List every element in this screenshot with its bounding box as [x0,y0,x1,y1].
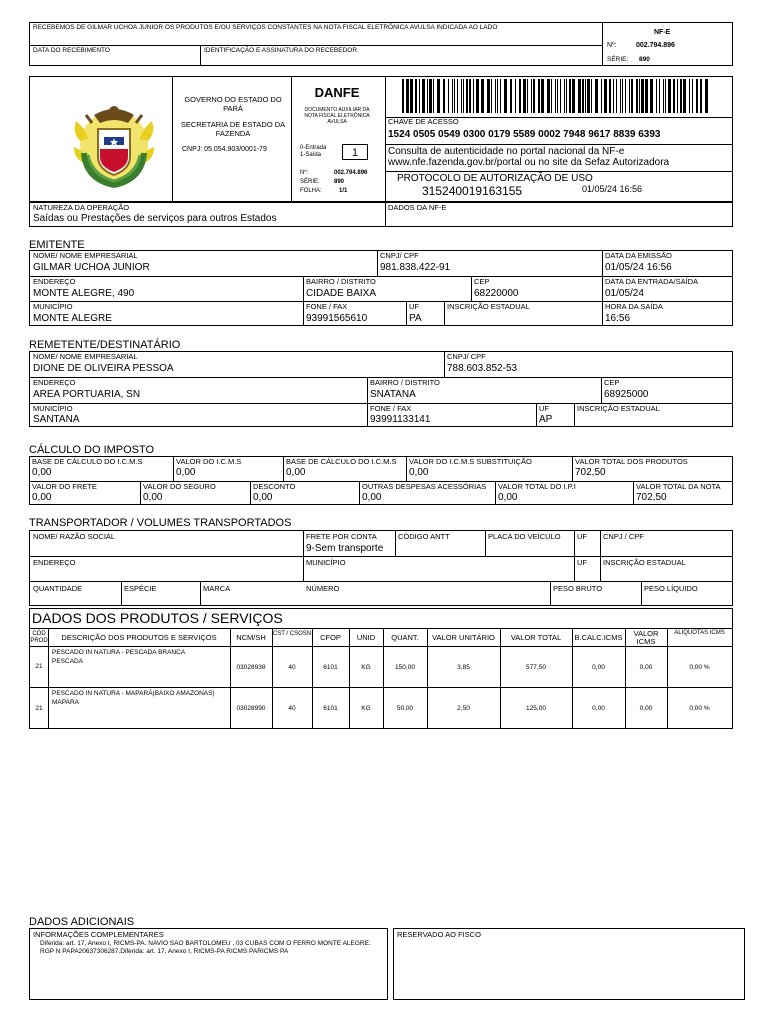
emit-endereco: MONTE ALEGRE, 490 [33,288,135,299]
dest-bairro-label: BAIRRO / DISTRITO [370,378,440,387]
row2-desc2: MAPARA [52,699,79,706]
info-label: INFORMAÇÕES COMPLEMENTARES [33,930,164,939]
consulta-text: Consulta de autenticidade no portal nacional da NF-e www.nfe.fazenda.gov.br/portal ou no site da Sefaz Autorizadora [388,146,670,168]
transp-uf2-label: UF [577,558,587,567]
imposto-title: CÁLCULO DO IMPOSTO [29,444,155,456]
natureza-value: Saídas ou Prestações de serviços para outros Estados [33,213,277,224]
protocolo-label: PROTOCOLO DE AUTORIZAÇÃO DE USO [397,173,593,184]
col-ncm: NCM/SH [236,633,266,642]
row2-vunit: 2,50 [457,705,470,712]
especie-label: ESPÉCIE [124,584,157,593]
dest-bairro: SNATANA [370,389,416,400]
marca-label: MARCA [203,584,231,593]
saida-label: 1-Saída [300,152,322,158]
ipi: 0,00 [498,492,518,503]
transp-endereco-label: ENDEREÇO [33,558,76,567]
destinatario-title: REMETENTE/DESTINATÁRIO [29,339,181,351]
col-vunit: VALOR UNITÁRIO [432,633,495,642]
header-num-label: Nº: [300,170,309,176]
dest-cep-label: CEP [604,378,620,387]
transp-cnpj-label: CNPJ / CPF [603,532,644,541]
natureza-label: NATUREZA DA OPERAÇÃO [33,203,130,212]
row2-cod: 21 [35,705,43,712]
row1-vicms: 0,00 [639,664,653,671]
receipt-numero-label: Nº: [607,42,617,49]
outras-label: OUTRAS DESPESAS ACESSÓRIAS [362,482,487,491]
row2-aliq: 0,00 % [689,705,710,712]
emit-cnpj-label: CNPJ/ CPF [380,251,419,260]
col-quant: QUANT. [391,633,419,642]
data-recebimento-label: DATA DO RECEBIMENTO [33,47,110,54]
fisco-label: RESERVADO AO FISCO [397,930,481,939]
seguro: 0,00 [143,492,163,503]
transp-ie-label: INSCRIÇÃO ESTADUAL [603,558,686,567]
emit-uf: PA [409,313,422,324]
info-complementares-box [29,928,388,1000]
emit-uf-label: UF [409,302,419,311]
gov-secretaria: SECRETARIA DE ESTADO DA FAZENDA [180,120,286,138]
col-cod: CÓD PROD [30,631,48,644]
tipo-operacao-box [342,144,368,160]
barcode [400,79,710,113]
emit-hora: 16:56 [605,313,631,324]
v-icms-label: VALOR DO I.C.M.S [176,457,242,466]
emit-entrada: 01/05/24 [605,288,644,299]
desconto-label: DESCONTO [253,482,296,491]
dest-uf: AP [539,414,553,425]
frete-conta-label: FRETE POR CONTA [306,532,377,541]
produtos-title: DADOS DOS PRODUTOS / SERVIÇOS [32,610,283,626]
row1-vunit: 3,85 [457,664,470,671]
desconto: 0,00 [253,492,273,503]
nfe-label: NF-E [654,29,671,36]
v-st: 0,00 [409,467,429,478]
row2-desc1: PESCADO IN NATURA - MAPARÁ(BAIXO AMAZONAS) [52,690,215,697]
seguro-label: VALOR DO SEGURO [143,482,216,491]
outras: 0,00 [362,492,382,503]
row1-desc1: PESCADO IN NATURA - PESCADA BRANCA [52,649,186,656]
header-block [29,76,733,202]
header-serie-label: SÉRIE: [300,179,320,185]
row1-vtotal: 577,50 [526,664,546,671]
emit-nome: GILMAR UCHOA JUNIOR [33,262,150,273]
row2-unid: KG [361,705,371,712]
adicionais-title: DADOS ADICIONAIS [29,916,135,928]
emitente-block [29,250,733,326]
dados-nfe-label: DADOS DA NF-E [388,203,447,212]
col-cfop: CFOP [320,633,341,642]
row1-quant: 150,00 [395,664,415,671]
dest-municipio: SANTANA [33,414,80,425]
dest-cep: 68925000 [604,389,649,400]
col-unid: UNID [356,633,376,642]
emit-municipio-label: MUNICÍPIO [33,302,73,311]
v-st-label: VALOR DO I.C.M.S SUBSTITUIÇÃO [409,457,532,466]
dest-nome: DIONE DE OLIVEIRA PESSOA [33,363,174,374]
emit-emissao-label: DATA DA EMISSÃO [605,251,672,260]
row1-cst: 40 [288,664,296,671]
bc-icms: 0,00 [32,467,52,478]
gov-cnpj: CNPJ: 05.054.903/0001-79 [182,146,267,153]
header-num: 002.794.896 [334,170,368,176]
antt-label: CÓDIGO ANTT [398,532,450,541]
emit-cep: 68220000 [474,288,519,299]
info-line1: Diferida: art. 17, Anexo I, RICMS-PA. NAVIO SAO BARTOLOMEU , 03 CUBAS COM O FERRO MONTE ALEGRE. [40,940,371,947]
qtd-label: QUANTIDADE [33,584,83,593]
danfe-title: DANFE [314,85,360,100]
row2-bc: 0,00 [592,705,605,712]
emit-cep-label: CEP [474,277,490,286]
receipt-numero: 002.794.896 [636,42,675,49]
col-descricao: DESCRIÇÃO DOS PRODUTOS E SERVIÇOS [61,633,217,642]
emit-emissao: 01/05/24 16:56 [605,262,672,273]
row1-desc2: PESCADA [52,658,84,665]
row1-aliq: 0,00 % [689,664,710,671]
protocolo-numero: 315240019163155 [422,184,523,198]
col-vicms: VALOR ICMS [633,629,659,646]
produtos-block [29,608,733,729]
transportador-block [29,530,733,606]
v-prod: 702,50 [575,467,606,478]
peso-bruto-label: PESO BRUTO [553,584,603,593]
transp-municipio-label: MUNICÍPIO [306,558,346,567]
dest-endereco-label: ENDEREÇO [33,378,76,387]
row2-vicms: 0,00 [639,705,653,712]
col-aliq: ALÍQUOTAS ICMS [674,630,725,636]
emit-cnpj: 981.838.422-91 [380,262,451,273]
bc-st: 0,00 [286,467,306,478]
peso-liquido-label: PESO LÍQUIDO [644,584,698,593]
natureza-row [29,202,733,227]
receipt-serie: 890 [639,56,650,63]
emit-hora-label: HORA DA SAÍDA [605,302,663,311]
row2-quant: 50,00 [396,705,414,712]
header-folha-label: FOLHA: [300,188,322,194]
dest-cnpj: 788.603.852-53 [447,363,518,374]
dest-endereco: AREA PORTUARIA, SN [33,389,141,400]
imposto-block [29,456,733,505]
row2-vtotal: 125,00 [526,705,546,712]
row1-bc: 0,00 [592,664,605,671]
dest-uf-label: UF [539,404,549,413]
tipo-operacao: 1 [351,147,359,159]
identificacao-label: IDENTIFICAÇÃO E ASSINATURA DO RECEBEDOR [204,47,358,54]
emit-municipio: MONTE ALEGRE [33,313,112,324]
dest-fone: 93991133141 [370,414,431,425]
reservado-fisco-box [393,928,745,1000]
col-cst: CST / CSOSN [272,631,312,637]
dest-municipio-label: MUNICÍPIO [33,404,73,413]
state-coat-of-arms [64,93,164,193]
entrada-label: 0-Entrada [300,145,327,151]
emit-bairro-label: BAIRRO / DISTRITO [306,277,376,286]
numero-vol-label: NÚMERO [306,584,340,593]
dest-ie-label: INSCRIÇÃO ESTADUAL [577,404,660,413]
nota-label: VALOR TOTAL DA NOTA [636,482,721,491]
frete: 0,00 [32,492,52,503]
emit-fone-label: FONE / FAX [306,302,348,311]
frete-label: VALOR DO FRETE [32,482,97,491]
v-icms: 0,00 [176,467,196,478]
destinatario-block [29,351,733,427]
receipt-serie-label: SÉRIE: [607,56,629,63]
col-vtotal: VALOR TOTAL [510,633,562,642]
row2-cst: 40 [288,705,296,712]
info-line2: RGP N PAPA20637306287.Diferida: art. 17, Anexo I, RICMS-PA RICMS PARICMS PA [40,948,289,955]
gov-state: GOVERNO DO ESTADO DO PARÁ [184,95,282,113]
emit-entrada-label: DATA DA ENTRADA/SAÍDA [605,277,699,286]
row2-ncm: 03028990 [236,705,266,712]
razao-label: NOME/ RAZÃO SOCIAL [33,532,116,541]
transp-uf-label: UF [577,532,587,541]
placa-label: PLACA DO VEÍCULO [488,532,561,541]
row1-cod: 21 [35,663,43,670]
transportador-title: TRANSPORTADOR / VOLUMES TRANSPORTADOS [29,517,292,529]
emitente-title: EMITENTE [29,239,85,251]
col-bc: B.CALC.ICMS [574,633,623,642]
receipt-text: RECEBEMOS DE GILMAR UCHOA JUNIOR OS PRODUTOS E/OU SERVIÇOS CONSTANTES NA NOTA FISCAL ELETRÔNICA AVULSA INDICADA AO LADO [33,24,498,31]
chave-acesso: 1524 0505 0549 0300 0179 5589 0002 7948 9617 8839 6393 [388,129,661,140]
emit-ie-label: INSCRIÇÃO ESTADUAL [447,302,530,311]
v-prod-label: VALOR TOTAL DOS PRODUTOS [575,457,688,466]
receipt-stub [29,22,733,66]
header-folha: 1/1 [339,188,348,194]
dest-cnpj-label: CNPJ/ CPF [447,352,486,361]
emit-bairro: CIDADE BAIXA [306,288,377,299]
ipi-label: VALOR TOTAL DO I.P.I [498,482,576,491]
frete-conta: 9-Sem transporte [306,543,384,554]
protocolo-data: 01/05/24 16:56 [582,184,643,194]
row1-unid: KG [361,664,371,671]
dest-nome-label: NOME/ NOME EMPRESARIAL [33,352,138,361]
nota: 702,50 [636,492,667,503]
bc-st-label: BASE DE CÁLCULO DO I.C.M.S [286,457,397,466]
dest-fone-label: FONE / FAX [370,404,412,413]
row1-cfop: 6101 [323,664,338,671]
row2-cfop: 6101 [323,705,338,712]
header-serie: 890 [334,179,345,185]
emit-nome-label: NOME/ NOME EMPRESARIAL [33,251,138,260]
emit-fone: 93991565610 [306,313,368,324]
danfe-subtitle: DOCUMENTO AUXILIAR DA NOTA FISCAL ELETRÔNICA AVULSA [304,107,370,125]
row1-ncm: 03028938 [236,664,266,671]
emit-endereco-label: ENDEREÇO [33,277,76,286]
chave-label: CHAVE DE ACESSO [388,117,459,126]
bc-icms-label: BASE DE CÁLCULO DO I.C.M.S [32,457,143,466]
